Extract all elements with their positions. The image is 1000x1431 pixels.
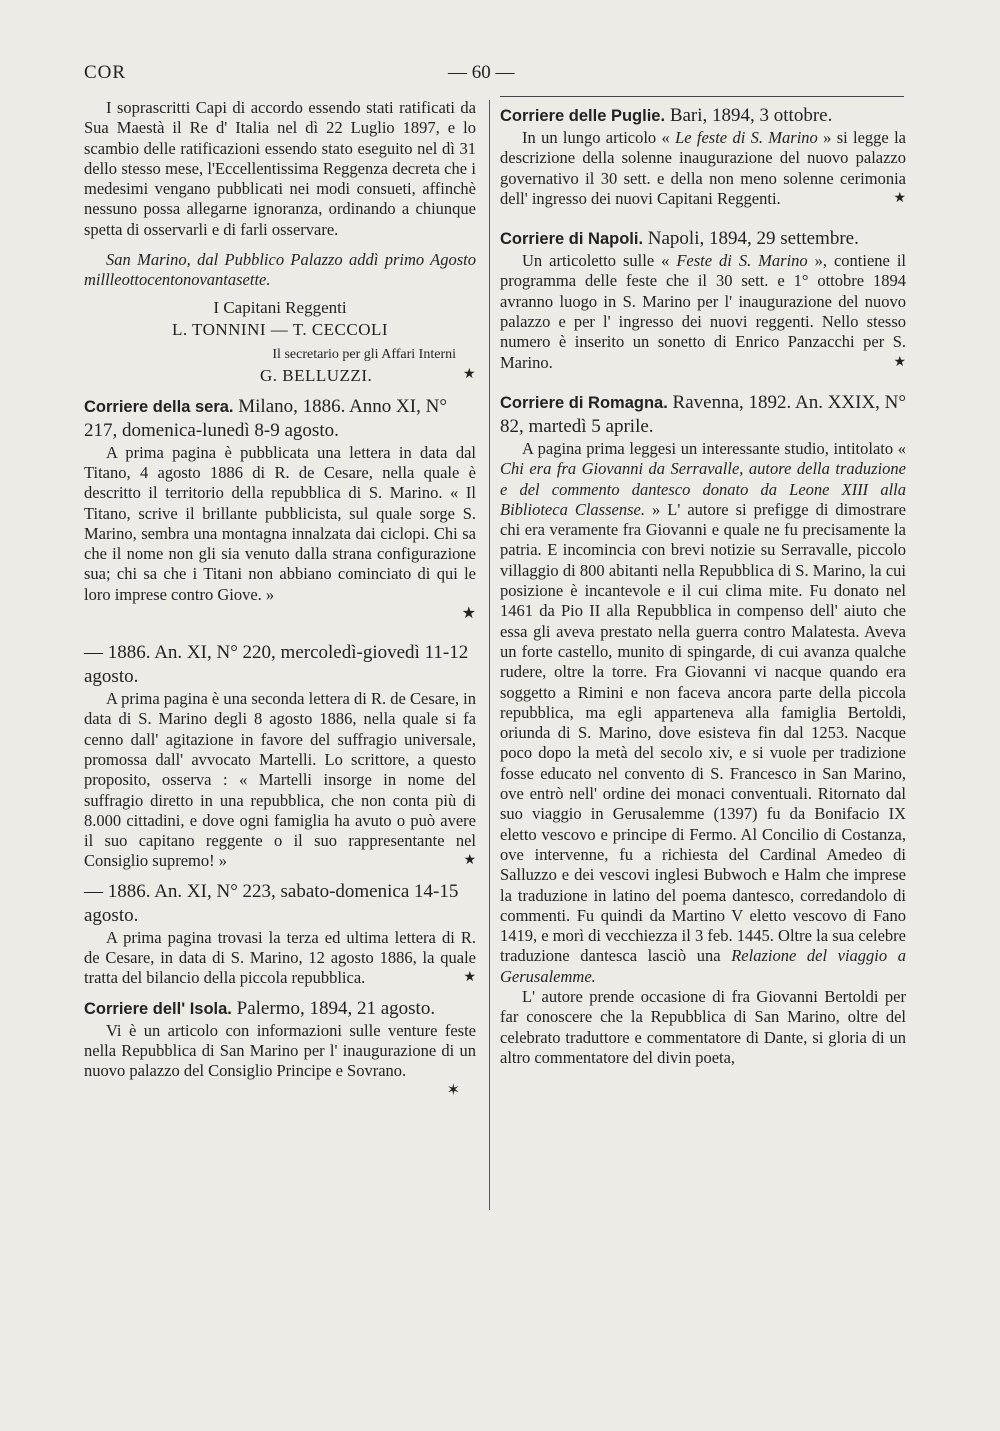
heading-bold: Corriere di Romagna. [500,393,668,412]
text-run: » si legge la descrizione della solenne inaugurazione del nuovo palazzo governativo il 30 sett. e della non meno solenne cerimonia dell' ingresso dei nuovi Capitani Reggenti. [500,128,906,208]
entry-text-isola: Vi è un articolo con informazioni sulle venture feste nella Repubblica di San Marino per l' inaugurazione di un nuovo palazzo del Consiglio Principe e Sovrano. [84,1020,476,1081]
heading-rest: Milano, 1886. Anno XI, N° 217, domenica-lunedì 8-9 agosto. [84,395,447,441]
entry-text-romagna-1 [500,439,906,987]
entry-text-223 [84,928,476,989]
entry-text-napoli [500,251,906,373]
signature-belluzzi-name: G. BELLUZZI. [260,365,373,385]
entry-heading-corriere-romagna [500,391,906,439]
star-row [84,1082,476,1100]
decree-paragraph: I soprascritti Capi di accordo essendo stati ratificati da Sua Maestà il Re d' Italia nel dì 22 Luglio 1897, e lo scambio delle ratificazioni essendo stato eseguito nel dì 31 dello stesso mese, l'Eccellentissima Reggenza decreta che i medesimi vengano pubblicati nei modi consueti, affinchè nessuno possa allegarne ignoranza, ordinando a chiunque spetta di osservarli e di farli osservare. [84,98,476,239]
page-number: — 60 — [448,62,515,83]
star-row [84,605,476,623]
star-icon: ★ [463,970,476,986]
heading-rest: Ravenna, 1892. An. XXIX, N° 82, martedì 5 aprile. [500,391,907,437]
header-rule [500,96,904,97]
text-run: A pagina prima leggesi un interessante studio, intitolato « [522,438,906,458]
italic-title: Feste di S. Marino [676,251,808,271]
entry-text: A prima pagina trovasi la terza ed ultima lettera di R. de Cesare, in data di S. Marino, 12 agosto 1886, la quale tratta del bilancio della piccola repubblica. [84,927,476,988]
star-icon: ★ [893,190,906,206]
decree-dateline: San Marino, dal Pubblico Palazzo addì primo Agosto millleottocentonovantasette. [84,250,476,290]
italic-title: Le feste di S. Marino [675,128,818,147]
heading-rest: Palermo, 1894, 21 agosto. [236,997,436,1019]
signature-secretary: Il secretario per gli Affari Interni [272,346,456,362]
star-icon: ★ [461,605,476,623]
heading-bold: Corriere di Napoli. [500,230,644,249]
entry-text-puglie [500,128,906,209]
entry-text: A prima pagina è una seconda lettera di R. de Cesare, in data di S. Marino degli 8 agosto 1886, nella quale si fa cenno dall' agitazione in favore del suffragio universale, promossa dall' avvocato Martelli. Lo scrittore, a questo proposito, osserva : « Martelli insorge in nome del suffragio diretto in una repubblica, che non conta più di 8.000 cittadini, e dove ogni famiglia ha avuto o può avere il suo capitano reggente o il suo rappresentante nel Consiglio supremo! » [84,689,476,871]
right-column [500,98,906,1068]
star-icon: ★ [463,853,476,869]
star-icon: ★ [462,366,476,382]
running-title: COR [84,62,127,83]
entry-heading-corriere-della-sera [84,395,476,443]
signature-title: I Capitani Reggenti [213,297,347,317]
heading-bold: Corriere dell' Isola. [84,999,232,1018]
text-run: », contiene il programma delle feste che il 30 sett. e 1° ottobre 1894 avranno luogo in S. Marino per l' inaugurazione del nuovo palazzo e per l' ingresso dei nuovi reggenti. Nello stesso numero è inserito un sonetto di Enrico Panzacchi per S. Marino. [500,251,906,372]
heading-rest: Bari, 1894, 3 ottobre. [669,105,833,126]
heading-bold: Corriere della sera. [84,397,234,416]
text-run: Un articoletto sulle « [522,251,677,271]
entry-heading-223: — 1886. An. XI, N° 223, sabato-domenica 14-15 agosto. [84,880,459,926]
heading-bold: Corriere delle Puglie. [500,107,666,125]
entry-text: A prima pagina è pubblicata una lettera in data dal Titano, 4 agosto 1886 di R. de Cesare, nella quale è descritto il territorio della repubblica di S. Marino. « Il Titano, scrive il brillante pubblicista, sul quale sorge S. Marino, sembra una montagna innalzata dai ciclopi. Chi sa che il nome non gli sia venuto dalla strana configurazione sua; chi sa che i Titani non abbiano cominciato di qui le loro imprese contro Giove. » [84,442,476,604]
column-divider [489,100,490,1210]
text-run: In un lungo articolo « [522,128,676,147]
entry-text-220 [84,689,476,872]
text-run: » L' autore si prefigge di dimostrare chi era veramente fra Giovanni e quale ne fu precisamente la patria. E incomincia con brevi notizie su Serravalle, piccolo villaggio di 800 abitanti nella Repubblica di S. Marino, la cui posizione è incantevole e il cui clima mite. Fu donato nel 1461 da Pio II alla Repubblica in compenso dell' aiuto che essa gli aveva prestato nella guerra contro Malatesta. Aveva un forte castello, munito di spingarde, di cui avanza qualche rudere, oltre la torre. Fra Giovanni vi nacque quando era soggetto a Rimini e non faceva ancora parte della piccola repubblica, ma egli apparteneva alla famiglia Bertoldi, oriunda di S. Marino, dove esisteva fin dal 1253. Nacque poco dopo la metà del secolo xiv, e si vuole per tradizione fosse educato nel convento di S. Francesco in San Marino, ove entrò nell' ordine dei monaci conventuali. Ritornato dal suo viaggio in Gerusalemme (1397) fu da Bonifacio IX eletto vescovo e principe di Fermo. Al Concilio di Costanza, ove intervenne, fu a richiesta del Cardinal Amedeo di Salluzzo e dei vescovi inglesi Bubwoch e Halm che imprese la traduzione in latino del poema dantesco, corredandolo di commenti. Fu quindi da Martino V eletto vescovo di Fano 1419, e morì di vecchiezza il 3 feb. 1445. Oltre la sua celebre traduzione dantesca lasciò una [500,499,906,966]
entry-text-romagna-2: L' autore prende occasione di fra Giovanni Bertoldi per far conoscere che la Repubblica di San Marino, oltre del celebrato traduttore e commentatore di Dante, si gloria di un altro commentatore del divin poeta, [500,986,906,1067]
entry-heading-corriere-isola [84,997,476,1021]
signature-belluzzi [84,365,476,387]
entry-text-sera [84,443,476,605]
star-icon: ★ [893,354,906,370]
signature-names: L. TONNINI — T. CECCOLI [171,319,389,339]
italic-title: Chi era fra Giovanni da Serravalle, autore della traduzione e del commento dantesco donato da Leone XIII alla Biblioteca Classense. [500,459,906,519]
italic-title: Relazione del viaggio a Gerusalemme. [500,946,907,986]
left-column [84,98,476,1100]
entry-heading-corriere-napoli [500,227,906,251]
star-icon: ✶ [446,1081,460,1099]
entry-heading-220: — 1886. An. XI, N° 220, mercoledì-giovedì 11-12 agosto. [84,642,469,688]
heading-rest: Napoli, 1894, 29 settembre. [647,228,859,250]
entry-heading-corriere-puglie [500,104,906,128]
